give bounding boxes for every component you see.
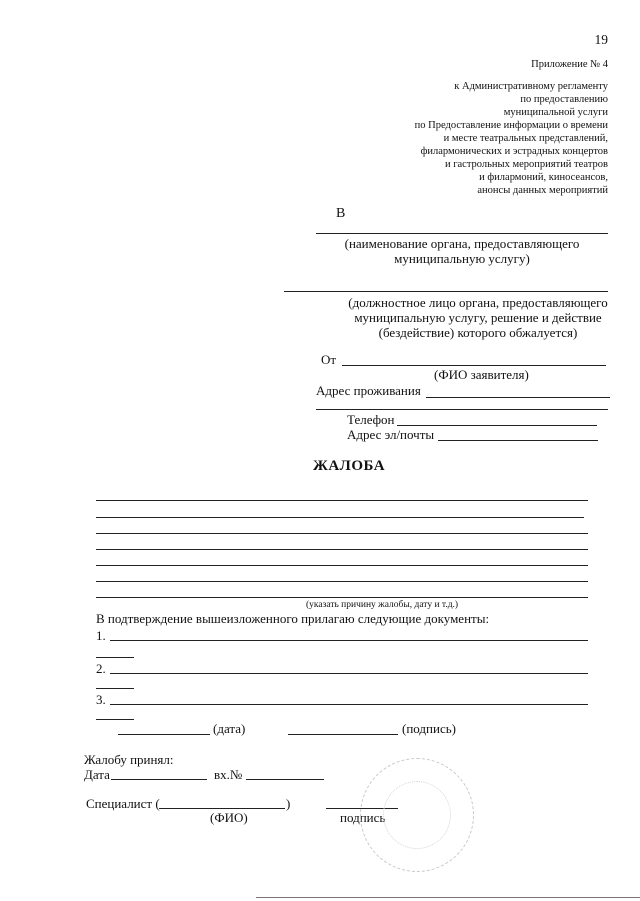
annex-line: по Предоставление информации о времени [414, 120, 608, 131]
attachment-line-1[interactable] [110, 640, 588, 641]
attachment-line-2[interactable] [110, 673, 588, 674]
stamp-inner-ring [383, 781, 451, 849]
annex-line: филармонических и эстрадных концертов [420, 146, 608, 157]
complaint-text-line[interactable] [96, 597, 588, 598]
attachment-line-1-cont[interactable] [96, 657, 134, 658]
signature-caption: (подпись) [402, 721, 456, 736]
attachment-line-3[interactable] [110, 704, 588, 705]
applicant-fio-line[interactable] [342, 365, 606, 366]
official-name-line[interactable] [284, 291, 608, 292]
organ-caption-2: муниципальную услугу) [394, 251, 530, 266]
attachment-line-3-cont[interactable] [96, 719, 134, 720]
attachment-number: 3. [96, 692, 106, 707]
official-caption-2: муниципальную услугу, решение и действие [354, 310, 602, 325]
specialist-fio-line[interactable] [159, 808, 285, 809]
complaint-text-line[interactable] [96, 565, 588, 566]
complaint-text-line[interactable] [96, 533, 588, 534]
accepted-label: Жалобу принял: [84, 752, 174, 767]
annex-line: по предоставлению [520, 94, 608, 105]
applicant-fio-caption: (ФИО заявителя) [434, 367, 529, 382]
specialist-label: Специалист ( [86, 796, 160, 811]
specialist-fio-caption: (ФИО) [210, 810, 248, 825]
organ-name-line[interactable] [316, 233, 608, 234]
from-label: От [321, 352, 337, 367]
annex-line: к Административному регламенту [454, 81, 608, 92]
address-line-2[interactable] [316, 409, 608, 410]
address-line[interactable] [426, 397, 610, 398]
specialist-close-paren: ) [286, 796, 291, 811]
to-prefix: В [336, 206, 346, 221]
annex-label: Приложение № 4 [531, 59, 608, 70]
email-line[interactable] [438, 440, 598, 441]
document-title: ЖАЛОБА [313, 458, 386, 474]
specialist-signature-caption: подпись [340, 810, 386, 825]
applicant-signature-line[interactable] [288, 734, 398, 735]
reason-caption: (указать причину жалобы, дату и т.д.) [306, 600, 459, 610]
complaint-text-line[interactable] [96, 517, 584, 518]
stamp-seal [360, 758, 474, 872]
acceptance-date-label: Дата [84, 767, 110, 782]
complaint-text-line[interactable] [96, 500, 588, 501]
acceptance-date-line[interactable] [111, 779, 207, 780]
incoming-number-label: вх.№ [214, 767, 243, 782]
annex-line: и гастрольных мероприятий театров [444, 159, 608, 170]
annex-block [308, 80, 608, 197]
attachments-intro: В подтверждение вышеизложенного прилагаю следующие документы: [96, 611, 490, 626]
applicant-date-line[interactable] [118, 734, 210, 735]
page-number: 19 [594, 32, 608, 47]
annex-line: муниципальной услуги [503, 107, 608, 118]
address-label: Адрес проживания [316, 383, 421, 398]
attachment-line-2-cont[interactable] [96, 688, 134, 689]
annex-line: анонсы данных мероприятий [477, 185, 608, 196]
complaint-text-line[interactable] [96, 581, 588, 582]
incoming-number-line[interactable] [246, 779, 324, 780]
official-caption-3: (бездействие) которого обжалуется) [378, 325, 578, 340]
date-caption: (дата) [213, 721, 246, 736]
phone-label: Телефон [347, 412, 395, 427]
page-bottom-edge [256, 897, 640, 898]
annex-line: и месте театральных представлений, [443, 133, 608, 144]
attachment-number: 2. [96, 661, 106, 676]
attachment-number: 1. [96, 628, 106, 643]
annex-line: и филармоний, киносеансов, [479, 172, 608, 183]
phone-line[interactable] [397, 425, 597, 426]
email-label: Адрес эл/почты [347, 427, 435, 442]
official-caption-1: (должностное лицо органа, предоставляющего [348, 295, 608, 310]
complaint-text-line[interactable] [96, 549, 588, 550]
organ-caption-1: (наименование органа, предоставляющего [344, 236, 580, 251]
